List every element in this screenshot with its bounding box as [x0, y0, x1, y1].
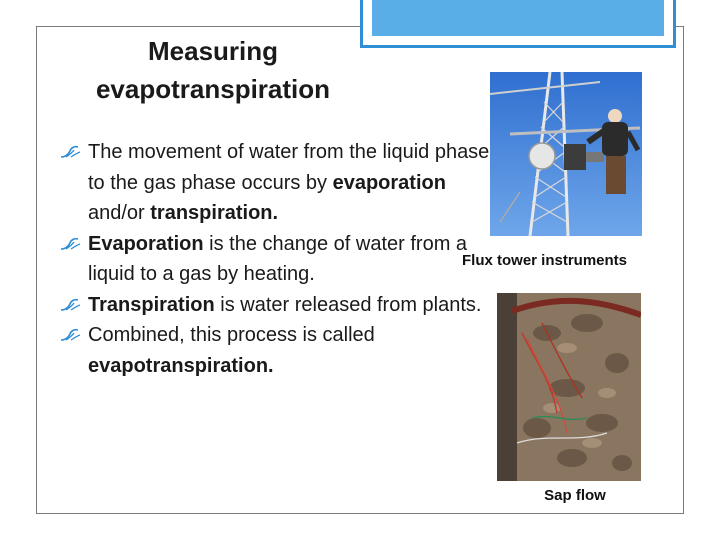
bullet-list: [60, 137, 500, 381]
leaf-swirl-icon: [60, 327, 82, 343]
sap-flow-photo: [497, 293, 641, 481]
bullet-text: is the change of water from a liquid to a gas by heating.: [88, 232, 468, 285]
bullet-text: and/or: [88, 202, 151, 224]
bullet-bold-term: transpiration.: [150, 202, 279, 224]
bullet-item-transpiration: [60, 290, 500, 321]
bullet-text: is water released from plants.: [214, 293, 482, 316]
title-line-1: Measuring: [147, 36, 279, 66]
leaf-swirl-icon: [60, 236, 82, 252]
flux-tower-caption: Flux tower instruments: [462, 252, 628, 269]
leaf-swirl-icon: [60, 297, 82, 313]
sap-flow-caption: Sap flow: [544, 487, 606, 504]
bullet-bold-term: evaporation: [332, 171, 446, 194]
bullet-text: Combined, this process is called: [88, 324, 375, 346]
bullet-bold-term: Transpiration: [88, 293, 215, 316]
bullet-bold-term: evapotranspiration.: [88, 354, 274, 377]
bullet-text: The movement of water from the liquid phase to the gas phase occurs by: [88, 141, 490, 194]
leaf-swirl-icon: [60, 144, 82, 160]
bullet-item-combined: [60, 320, 500, 381]
title-accent-fill: [372, 0, 664, 36]
bullet-item-evaporation: [60, 229, 500, 290]
bullet-item-movement: [60, 137, 500, 229]
slide-title: [68, 32, 358, 108]
title-line-2: evapotranspiration: [95, 74, 331, 104]
bullet-bold-term: Evaporation: [88, 232, 204, 255]
flux-tower-photo: [490, 72, 642, 236]
